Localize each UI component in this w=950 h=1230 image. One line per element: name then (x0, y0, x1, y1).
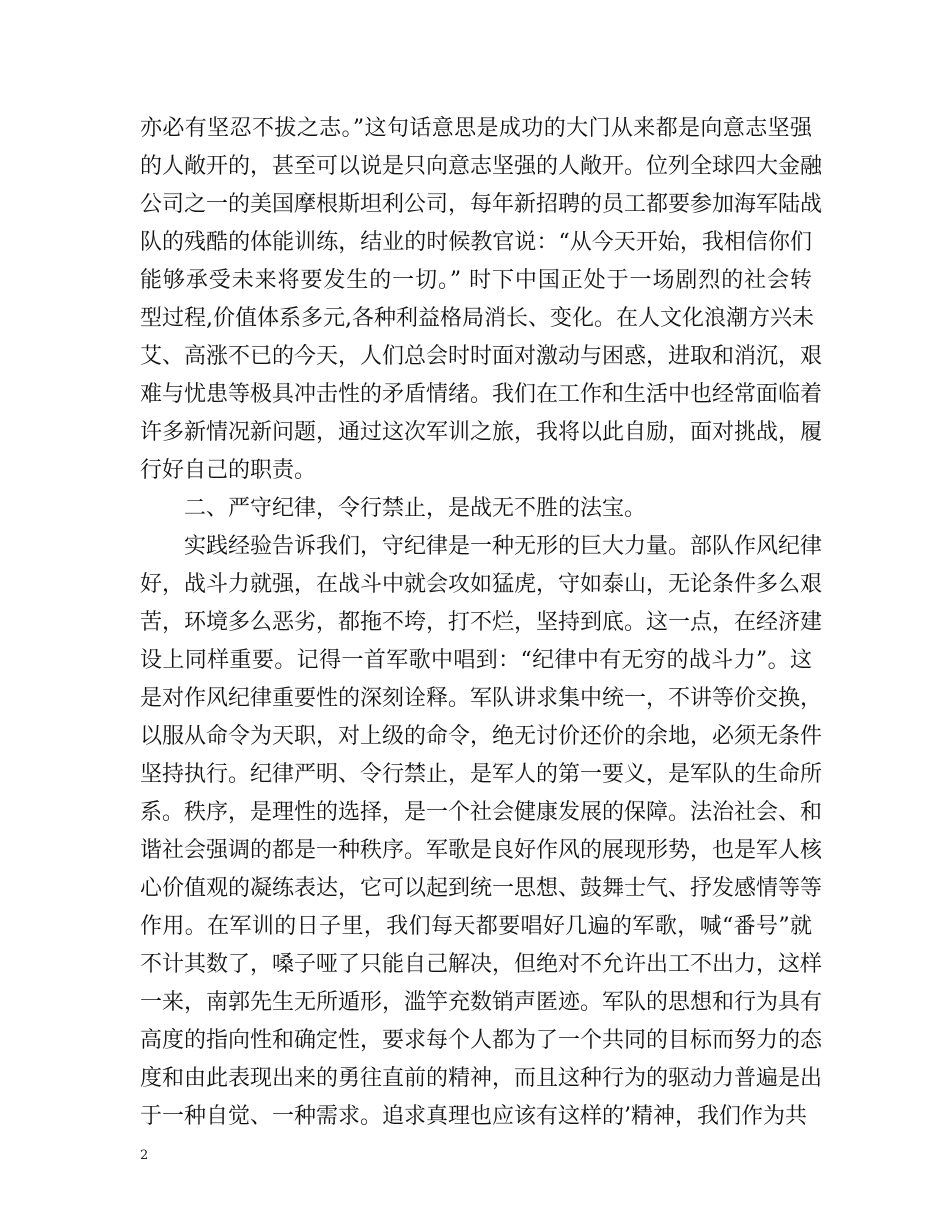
page-number: 2 (140, 1148, 149, 1163)
text-line: 以服从命令为天职，对上级的命令，绝无讨价还价的余地，必须无条件 (140, 724, 823, 749)
text-line: 心价值观的凝练表达，它可以起到统一思想、鼓舞士气、抒发感情等等 (140, 876, 823, 901)
text-line: 谐社会强调的都是一种秩序。军歌是良好作风的展现形势，也是军人核 (140, 838, 823, 863)
paragraph (140, 528, 823, 1136)
text-line: 艾、高涨不已的今天，人们总会时时面对激动与困惑，进取和消沉，艰 (140, 344, 823, 369)
text-line: 于一种自觉、一种需求。追求真理也应该有这样的’精神，我们作为共 (140, 1104, 807, 1129)
text-line: 高度的指向性和确定性，要求每个人都为了一个共同的目标而努力的态 (140, 1028, 823, 1053)
text-line: 亦必有坚忍不拔之志。”这句话意思是成功的大门从来都是向意志坚强 (140, 116, 812, 141)
text-line: 的人敞开的，甚至可以说是只向意志坚强的人敞开。位列全球四大金融 (140, 154, 823, 179)
text-line: 苦，环境多么恶劣，都拖不垮，打不烂，坚持到底。这一点，在经济建 (140, 610, 823, 635)
text-line: 二、严守纪律，令行禁止，是战无不胜的法宝。 (184, 496, 647, 521)
document-body (140, 110, 823, 1136)
text-line: 型过程,价值体系多元,各种利益格局消长、变化。在人文化浪潮方兴未 (140, 306, 814, 331)
text-line: 不计其数了，嗓子哑了只能自己解决，但绝对不允许出工不出力，这样 (140, 952, 823, 977)
text-line: 一来，南郭先生无所遁形，滥竽充数销声匿迹。军队的思想和行为具有 (140, 990, 823, 1015)
text-line: 难与忧患等极具冲击性的矛盾情绪。我们在工作和生活中也经常面临着 (140, 382, 823, 407)
text-line: 作用。在军训的日子里，我们每天都要唱好几遍的军歌，喊“番号”就 (140, 914, 812, 939)
text-line: 公司之一的美国摩根斯坦利公司，每年新招聘的员工都要参加海军陆战 (140, 192, 823, 217)
text-line: 许多新情况新问题，通过这次军训之旅，我将以此自励，面对挑战，履 (140, 420, 823, 445)
text-line: 队的残酷的体能训练，结业的时候教官说：“从今天开始，我相信你们 (140, 230, 812, 255)
text-line: 度和由此表现出来的勇往直前的精神，而且这种行为的驱动力普遍是出 (140, 1066, 823, 1091)
text-line: 系。秩序，是理性的选择，是一个社会健康发展的保障。法治社会、和 (140, 800, 823, 825)
paragraph (140, 110, 823, 490)
text-line: 能够承受未来将要发生的一切。” 时下中国正处于一场剧烈的社会转 (140, 268, 812, 293)
text-line: 设上同样重要。记得一首军歌中唱到：“纪律中有无穷的战斗力”。这 (140, 648, 812, 673)
text-line: 实践经验告诉我们，守纪律是一种无形的巨大力量。部队作风纪律 (184, 534, 823, 559)
text-line: 坚持执行。纪律严明、令行禁止，是军人的第一要义，是军队的生命所 (140, 762, 823, 787)
text-line: 行好自己的职责。 (140, 458, 317, 483)
text-line: 好，战斗力就强，在战斗中就会攻如猛虎，守如泰山，无论条件多么艰 (140, 572, 823, 597)
text-line: 是对作风纪律重要性的深刻诠释。军队讲求集中统一，不讲等价交换， (140, 686, 823, 711)
paragraph (140, 490, 812, 528)
